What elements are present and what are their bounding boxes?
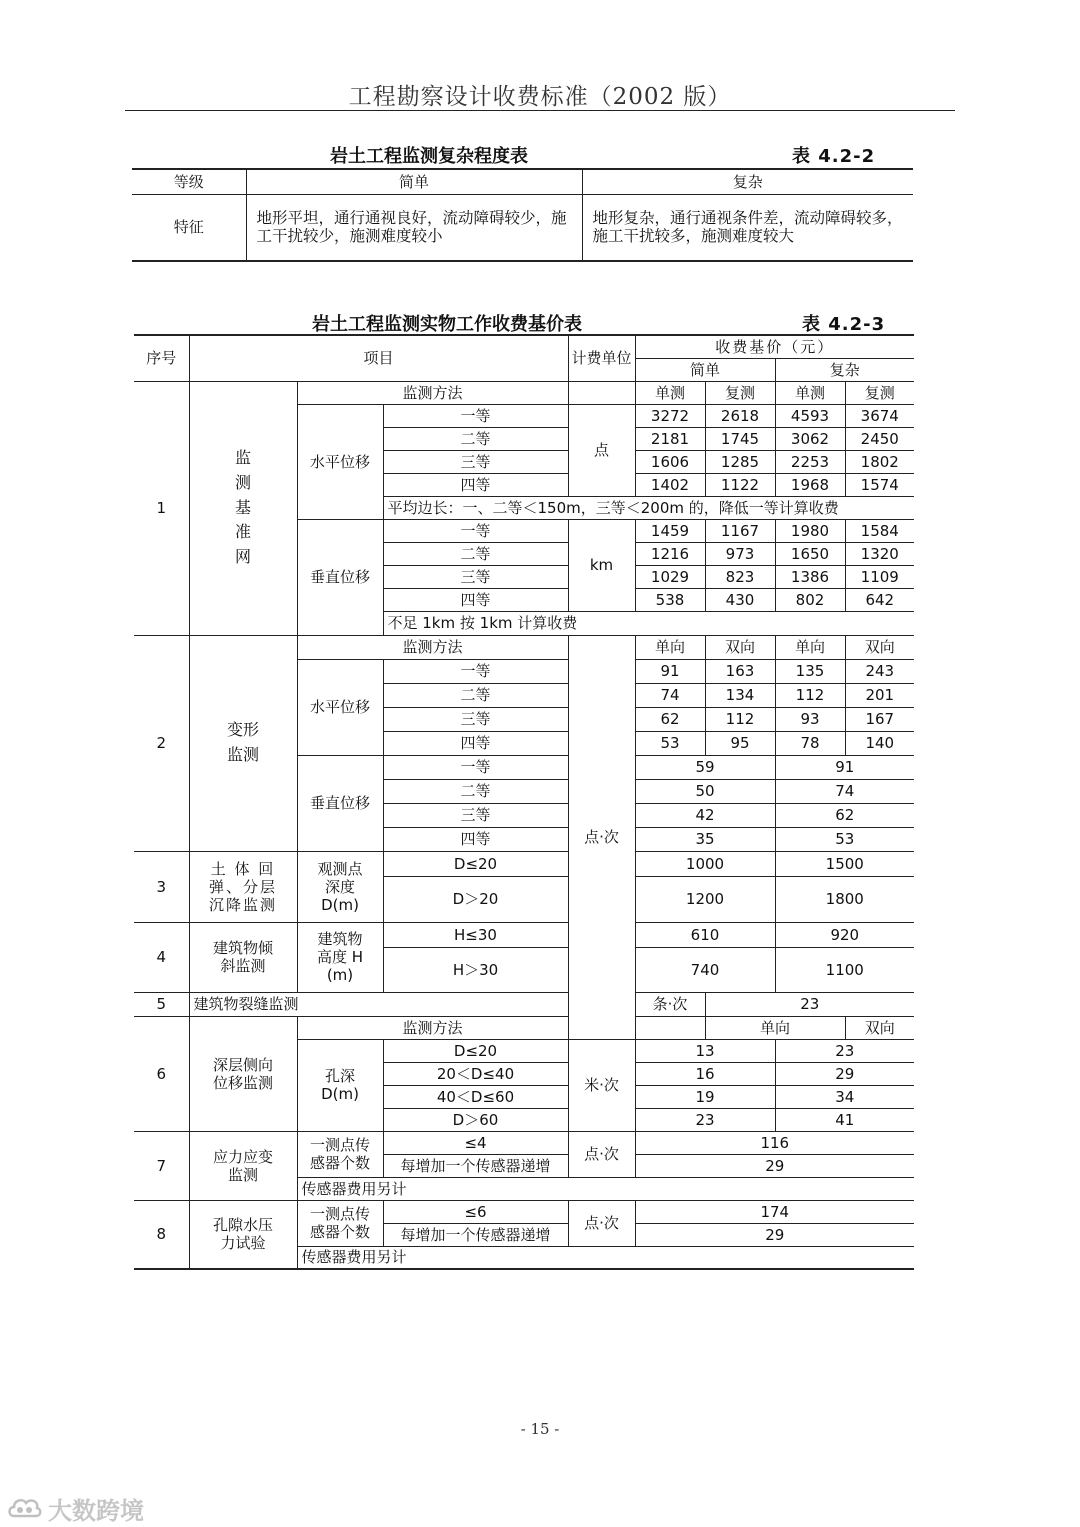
range-cell: D≤20 xyxy=(383,851,568,876)
value-cell: 1500 xyxy=(775,851,914,876)
grade-cell: 一等 xyxy=(383,659,568,683)
table-row xyxy=(134,635,914,659)
value-cell: 53 xyxy=(635,731,705,755)
range-cell: ≤6 xyxy=(383,1200,568,1223)
vertical-label: 垂直位移 xyxy=(297,755,383,851)
value-cell: 2181 xyxy=(635,427,705,450)
grade-cell: 二等 xyxy=(383,683,568,707)
value-cell: 78 xyxy=(775,731,845,755)
complex-features: 地形复杂，通行通视条件差，流动障碍较多，施工干扰较多，施测难度较大 xyxy=(582,194,913,261)
value-cell: 13 xyxy=(635,1039,775,1062)
item-name: 土 体 回 弹、分层 沉降监测 xyxy=(189,851,297,922)
param-cell: 孔深 D(m) xyxy=(297,1039,383,1131)
simple-header: 简单 xyxy=(246,169,582,194)
grade-cell: 一等 xyxy=(383,404,568,427)
value-cell: 1980 xyxy=(775,519,845,542)
horizontal-label: 水平位移 xyxy=(297,659,383,755)
value-cell: 1109 xyxy=(845,565,914,588)
value-cell: 91 xyxy=(775,755,914,779)
value-cell: 41 xyxy=(775,1108,914,1131)
range-cell: H＞30 xyxy=(383,947,568,992)
header-rule xyxy=(125,110,955,111)
col-header: 双向 xyxy=(705,635,775,659)
value-cell: 23 xyxy=(705,992,914,1016)
param-cell: 观测点 深度 D(m) xyxy=(297,851,383,922)
value-cell: 1029 xyxy=(635,565,705,588)
param-cell: 一测点传 感器个数 xyxy=(297,1131,383,1177)
table1-caption xyxy=(132,138,913,168)
grade-cell: 三等 xyxy=(383,565,568,588)
item-name: 应力应变 监测 xyxy=(189,1131,297,1200)
value-cell: 1745 xyxy=(705,427,775,450)
cloud-logo-icon xyxy=(6,1494,44,1522)
value-cell: 1320 xyxy=(845,542,914,565)
value-cell: 167 xyxy=(845,707,914,731)
table-row xyxy=(134,922,914,947)
grade-cell: 二等 xyxy=(383,779,568,803)
unit-cell: 米·次 xyxy=(568,1039,635,1131)
value-cell: 1584 xyxy=(845,519,914,542)
seq-cell: 4 xyxy=(134,922,189,992)
value-cell: 74 xyxy=(635,683,705,707)
feature-label: 特征 xyxy=(132,194,246,261)
fee-table xyxy=(134,334,914,1270)
range-cell: 每增加一个传感器递增 xyxy=(383,1154,568,1177)
range-cell: ≤4 xyxy=(383,1131,568,1154)
note-cell: 不足 1km 按 1km 计算收费 xyxy=(383,611,914,635)
table-row xyxy=(134,992,914,1016)
table-row xyxy=(134,1131,914,1154)
vertical-label: 垂直位移 xyxy=(297,519,383,635)
value-cell: 2450 xyxy=(845,427,914,450)
value-cell: 642 xyxy=(845,588,914,611)
seq-cell: 6 xyxy=(134,1016,189,1131)
unit-cell: 点·次 xyxy=(568,1131,635,1177)
value-cell: 62 xyxy=(775,803,914,827)
value-cell: 112 xyxy=(775,683,845,707)
simple-features: 地形平坦，通行通视良好，流动障碍较少，施工干扰较少，施测难度较小 xyxy=(246,194,582,261)
table1-number: 表 4.2-2 xyxy=(792,146,876,167)
col-header: 单测 xyxy=(635,381,705,404)
grade-cell: 三等 xyxy=(383,707,568,731)
col-header: 双向 xyxy=(845,635,914,659)
value-cell: 2618 xyxy=(705,404,775,427)
watermark-text: 大数跨境 xyxy=(48,1496,144,1525)
unit-cell: 点·次 xyxy=(568,635,635,1039)
note-cell: 传感器费用另计 xyxy=(297,1177,914,1200)
col-header: 单向 xyxy=(705,1016,845,1039)
value-cell: 823 xyxy=(705,565,775,588)
note-cell: 传感器费用另计 xyxy=(297,1246,914,1269)
grade-cell: 一等 xyxy=(383,755,568,779)
complexity-table xyxy=(132,168,913,262)
grade-header: 等级 xyxy=(132,169,246,194)
value-cell: 1100 xyxy=(775,947,914,992)
range-cell: D＞60 xyxy=(383,1108,568,1131)
value-cell: 201 xyxy=(845,683,914,707)
value-cell: 3674 xyxy=(845,404,914,427)
document-header: 工程勘察设计收费标准（2002 版） xyxy=(348,84,732,110)
value-cell: 50 xyxy=(635,779,775,803)
method-header: 监测方法 xyxy=(297,1016,568,1039)
param-cell: 一测点传 感器个数 xyxy=(297,1200,383,1246)
grade-cell: 四等 xyxy=(383,827,568,851)
table-row xyxy=(134,1016,914,1039)
value-cell: 1386 xyxy=(775,565,845,588)
range-cell: 20＜D≤40 xyxy=(383,1062,568,1085)
table-row xyxy=(134,1200,914,1223)
table2-number: 表 4.2-3 xyxy=(802,314,886,335)
value-cell: 802 xyxy=(775,588,845,611)
seq-cell: 2 xyxy=(134,635,189,851)
table-row xyxy=(134,335,914,358)
col-header: 单测 xyxy=(775,381,845,404)
value-cell: 538 xyxy=(635,588,705,611)
value-cell: 29 xyxy=(635,1223,914,1246)
unit-cell: 条·次 xyxy=(635,992,705,1016)
value-cell: 1200 xyxy=(635,876,775,922)
value-cell: 1650 xyxy=(775,542,845,565)
seq-cell: 7 xyxy=(134,1131,189,1200)
seq-cell: 8 xyxy=(134,1200,189,1269)
range-cell: D≤20 xyxy=(383,1039,568,1062)
value-cell: 135 xyxy=(775,659,845,683)
value-cell: 112 xyxy=(705,707,775,731)
unit-cell: 点 xyxy=(568,404,635,496)
item-name: 监 测 基 准 网 xyxy=(189,381,297,635)
col-header: 复测 xyxy=(845,381,914,404)
value-cell: 74 xyxy=(775,779,914,803)
page-number: - 15 - xyxy=(520,1420,560,1438)
horizontal-label: 水平位移 xyxy=(297,404,383,519)
value-cell: 140 xyxy=(845,731,914,755)
value-cell: 1800 xyxy=(775,876,914,922)
value-cell: 53 xyxy=(775,827,914,851)
value-cell: 1802 xyxy=(845,450,914,473)
value-cell: 134 xyxy=(705,683,775,707)
simple-header: 简单 xyxy=(635,358,775,381)
value-cell: 59 xyxy=(635,755,775,779)
grade-cell: 四等 xyxy=(383,473,568,496)
value-cell: 29 xyxy=(635,1154,914,1177)
value-cell: 4593 xyxy=(775,404,845,427)
seq-cell: 5 xyxy=(134,992,189,1016)
unit-cell: km xyxy=(568,519,635,611)
grade-cell: 一等 xyxy=(383,519,568,542)
value-cell: 973 xyxy=(705,542,775,565)
value-cell: 430 xyxy=(705,588,775,611)
note-cell: 平均边长：一、二等＜150m，三等＜200m 的，降低一等计算收费 xyxy=(383,496,914,519)
value-cell: 1122 xyxy=(705,473,775,496)
grade-cell: 四等 xyxy=(383,731,568,755)
value-cell: 1574 xyxy=(845,473,914,496)
value-cell: 3062 xyxy=(775,427,845,450)
watermark xyxy=(6,1492,144,1524)
blank-cell xyxy=(568,381,635,404)
grade-cell: 三等 xyxy=(383,803,568,827)
grade-cell: 四等 xyxy=(383,588,568,611)
method-header: 监测方法 xyxy=(297,381,568,404)
value-cell: 1167 xyxy=(705,519,775,542)
grade-cell: 三等 xyxy=(383,450,568,473)
value-cell: 42 xyxy=(635,803,775,827)
blank-cell xyxy=(635,1016,705,1039)
value-cell: 1459 xyxy=(635,519,705,542)
value-cell: 116 xyxy=(635,1131,914,1154)
value-cell: 23 xyxy=(775,1039,914,1062)
range-cell: D＞20 xyxy=(383,876,568,922)
value-cell: 1000 xyxy=(635,851,775,876)
table2-title: 岩土工程监测实物工作收费基价表 xyxy=(312,314,582,335)
value-cell: 3272 xyxy=(635,404,705,427)
value-cell: 1968 xyxy=(775,473,845,496)
seq-cell: 1 xyxy=(134,381,189,635)
value-cell: 16 xyxy=(635,1062,775,1085)
value-cell: 23 xyxy=(635,1108,775,1131)
table-row xyxy=(134,381,914,404)
value-cell: 1402 xyxy=(635,473,705,496)
item-name: 变形 监测 xyxy=(189,635,297,851)
complex-header: 复杂 xyxy=(582,169,913,194)
value-cell: 1216 xyxy=(635,542,705,565)
unit-cell: 点·次 xyxy=(568,1200,635,1246)
grade-cell: 二等 xyxy=(383,542,568,565)
grade-cell: 二等 xyxy=(383,427,568,450)
value-cell: 740 xyxy=(635,947,775,992)
value-cell: 62 xyxy=(635,707,705,731)
value-cell: 1606 xyxy=(635,450,705,473)
value-cell: 174 xyxy=(635,1200,914,1223)
value-cell: 610 xyxy=(635,922,775,947)
value-cell: 29 xyxy=(775,1062,914,1085)
table-row xyxy=(134,851,914,876)
value-cell: 243 xyxy=(845,659,914,683)
item-name: 深层侧向 位移监测 xyxy=(189,1016,297,1131)
value-cell: 34 xyxy=(775,1085,914,1108)
price-header: 收费基价（元） xyxy=(635,335,914,358)
table2-caption xyxy=(132,306,913,336)
col-header: 双向 xyxy=(845,1016,914,1039)
item-name: 建筑物裂缝监测 xyxy=(189,992,568,1016)
value-cell: 95 xyxy=(705,731,775,755)
value-cell: 91 xyxy=(635,659,705,683)
col-header: 单向 xyxy=(635,635,705,659)
value-cell: 163 xyxy=(705,659,775,683)
item-name: 孔隙水压 力试验 xyxy=(189,1200,297,1269)
value-cell: 1285 xyxy=(705,450,775,473)
method-header: 监测方法 xyxy=(297,635,568,659)
value-cell: 35 xyxy=(635,827,775,851)
range-cell: 40＜D≤60 xyxy=(383,1085,568,1108)
seq-header: 序号 xyxy=(134,335,189,381)
col-header: 复测 xyxy=(705,381,775,404)
seq-cell: 3 xyxy=(134,851,189,922)
param-cell: 建筑物 高度 H (m) xyxy=(297,922,383,992)
range-cell: H≤30 xyxy=(383,922,568,947)
range-cell: 每增加一个传感器递增 xyxy=(383,1223,568,1246)
value-cell: 920 xyxy=(775,922,914,947)
value-cell: 93 xyxy=(775,707,845,731)
table1-title: 岩土工程监测复杂程度表 xyxy=(330,146,528,167)
complex-header: 复杂 xyxy=(775,358,914,381)
value-cell: 2253 xyxy=(775,450,845,473)
item-header: 项目 xyxy=(189,335,568,381)
col-header: 单向 xyxy=(775,635,845,659)
value-cell: 19 xyxy=(635,1085,775,1108)
unit-header: 计费单位 xyxy=(568,335,635,381)
item-name: 建筑物倾 斜监测 xyxy=(189,922,297,992)
